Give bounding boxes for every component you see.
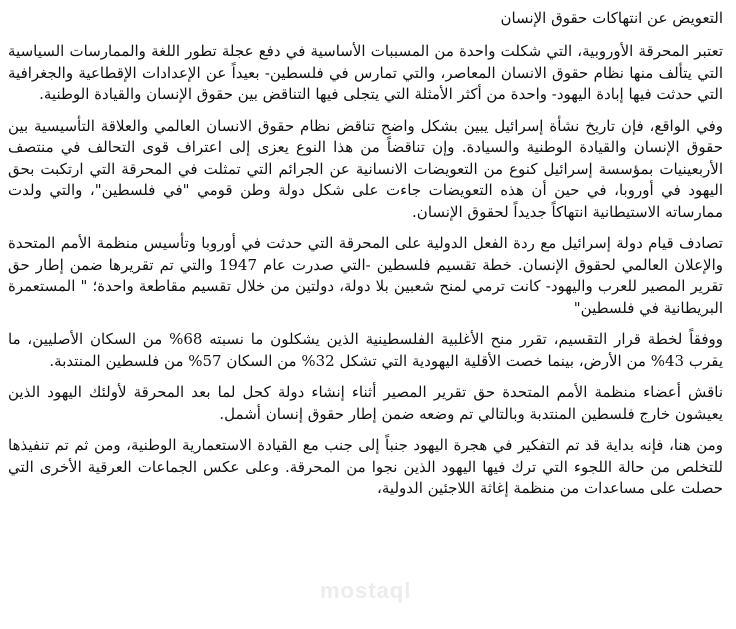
- paragraph-4: ووفقاً لخطة قرار التقسيم، تقرر منح الأغلبية الفلسطينية الذين يشكلون ما نسبته 68% من السكان الأصليين، ما يقرب 43% من الأرض، بينما خصت الأقلية اليهودية التي تشكل 32% من السكان 57% من فلسطين المنتدبة.: [8, 330, 723, 370]
- paragraph-6: ومن هنا، فإنه بداية قد تم التفكير في هجرة اليهود جنباً إلى جنب مع القيادة الاستعمارية الوطنية، ومن ثم تم تنفيذها للتخلص من حالة اللجوء التي ترك فيها اليهود الذين نجوا من المحرقة. وعلى عكس الجماعات العرقية الأخرى التي حصلت على مساعدات من منظمة إغاثة اللاجئين الدولية،: [8, 436, 723, 497]
- paragraph-5: ناقش أعضاء منظمة الأمم المتحدة حق تقرير المصير أثناء إنشاء دولة كحل لما بعد المحرقة لأولئك اليهود الذين يعيشون خارج فلسطين المنتدبة وبالتالي تم وضعه ضمن إطار حقوق إنسان أشمل.: [8, 383, 723, 423]
- document-title: التعويض عن انتهاكات حقوق الإنسان: [500, 9, 723, 27]
- paragraph-3: تصادف قيام دولة إسرائيل مع ردة الفعل الدولية على المحرقة التي حدثت في أوروبا وتأسيس منظمة الأمم المتحدة والإعلان العالمي لحقوق الإنسان. خطة تقسيم فلسطين -التي صدرت عام 1947 والتي تم تقريرها ضمن إطار حق تقرير المصير للعرب واليهود- كانت ترمي لمنح شعبين بلا دولة، دولتين من خلال تقسيم مقاطعة واحدة؛ " المستعمرة البريطانية في فلسطين": [8, 234, 723, 317]
- paragraph-1: تعتبر المحرقة الأوروبية، التي شكلت واحدة من المسببات الأساسية في دفع عجلة تطور اللغة والممارسات السياسية التي يتألف منها نظام حقوق الانسان المعاصر، والتي تمارس في فلسطين- بعيداً عن الإعدادات الإقطاعية والجغرافية التي حدثت فيها إبادة اليهود- واحدة من أكثر الأمثلة التي يتجلى فيها التناقض بين حقوق الإنسان والقيادة الوطنية.: [8, 42, 723, 103]
- watermark: mostaql: [320, 578, 412, 603]
- paragraph-2: وفي الواقع، فإن تاريخ نشأة إسرائيل يبين بشكل واضح تناقض نظام حقوق الانسان العالمي والعلاقة التأسيسية بين حقوق الإنسان والقيادة الوطنية والسيادة. وإن تناقضاً من هذا النوع يعزى إلى اعتراف قوى التحالف في منتصف الأربعينيات بمؤسسة إسرائيل كنوع من التعويضات الانسانية عن الجرائم التي تمثلت في المحرقة التي ارتكبت بحق اليهود في أوروبا، في حين أن هذه التعويضات جاءت على شكل دولة وطن قومي "في فلسطين"، والتي ولدت ممارساته الاستيطانية انتهاكاً جديداً لحقوق الإنسان.: [8, 116, 723, 221]
- document-page: [8, 0, 723, 629]
